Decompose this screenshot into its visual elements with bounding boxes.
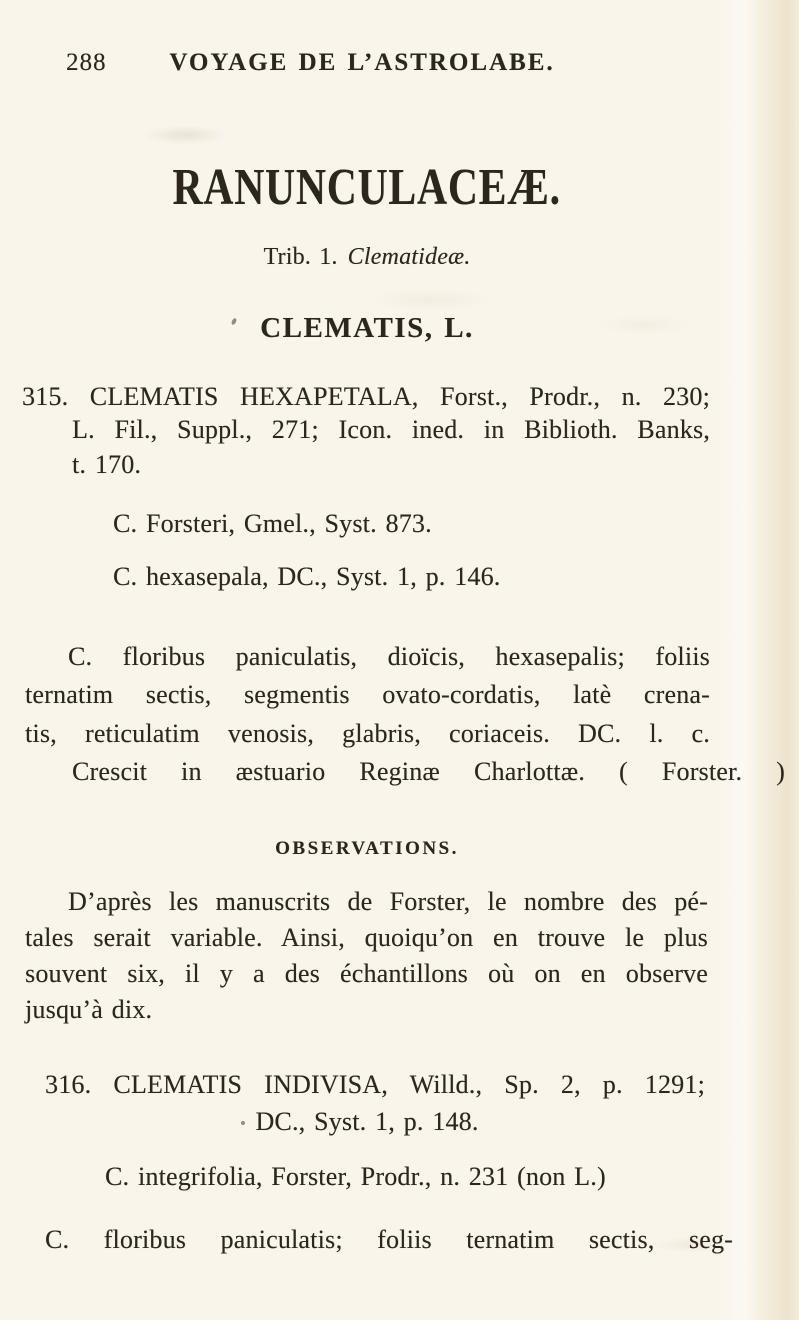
species-315-heading-line2: L. Fil., Suppl., 271; Icon. ined. in Biblioth. Banks,: [72, 415, 710, 444]
species-315-habitat: Crescit in æstuario Reginæ Charlottæ. ( Forster. ): [72, 757, 785, 786]
tribe-heading: [8, 240, 726, 274]
observations-line3: souvent six, il y a des échantillons où on en observe: [25, 959, 708, 988]
observations-line1: D’après les manuscrits de Forster, le nombre des pé-: [68, 887, 708, 916]
species-316-heading-line2: DC., Syst. 1, p. 148.: [255, 1107, 479, 1136]
family-heading: [8, 158, 726, 218]
page-number: 288: [66, 49, 107, 76]
species-315-heading-line1: 315. CLEMATIS HEXAPETALA, Forst., Prodr., n. 230;: [22, 382, 710, 411]
observations-line4: jusqu’à dix.: [25, 995, 153, 1024]
species-315-synonym-1: C. Forsteri, Gmel., Syst. 873.: [113, 509, 432, 538]
species-316-description-line1: C. floribus paniculatis; foliis ternatim sectis, seg-: [45, 1225, 733, 1254]
species-315-description-line3: tis, reticulatim venosis, glabris, coriaceis. DC. l. c.: [25, 719, 710, 748]
ink-speck: [241, 1121, 245, 1125]
species-316-heading-line1: 316. CLEMATIS INDIVISA, Willd., Sp. 2, p. 1291;: [45, 1070, 705, 1099]
running-title: VOYAGE DE L’ASTROLABE.: [169, 49, 555, 76]
species-315-description-line1: C. floribus paniculatis, dioïcis, hexasepalis; foliis: [68, 642, 710, 671]
tribe-label: Trib. 1.: [263, 244, 338, 270]
species-316-synonym: C. integrifolia, Forster, Prodr., n. 231 (non L.): [105, 1162, 606, 1191]
observations-heading: OBSERVATIONS.: [275, 838, 459, 859]
tribe-name: Clematideæ.: [347, 244, 471, 270]
species-315-heading-line3: t. 170.: [72, 450, 142, 479]
family-heading-text: RANUNCULACEÆ.: [172, 159, 562, 216]
genus-heading: CLEMATIS, L.: [260, 312, 474, 344]
species-315-synonym-2: C. hexasepala, DC., Syst. 1, p. 146.: [113, 562, 501, 591]
observations-line2: tales serait variable. Ainsi, quoiqu’on en trouve le plus: [25, 923, 708, 952]
species-315-description-line2: ternatim sectis, segmentis ovato-cordatis, latè crena-: [25, 680, 710, 709]
